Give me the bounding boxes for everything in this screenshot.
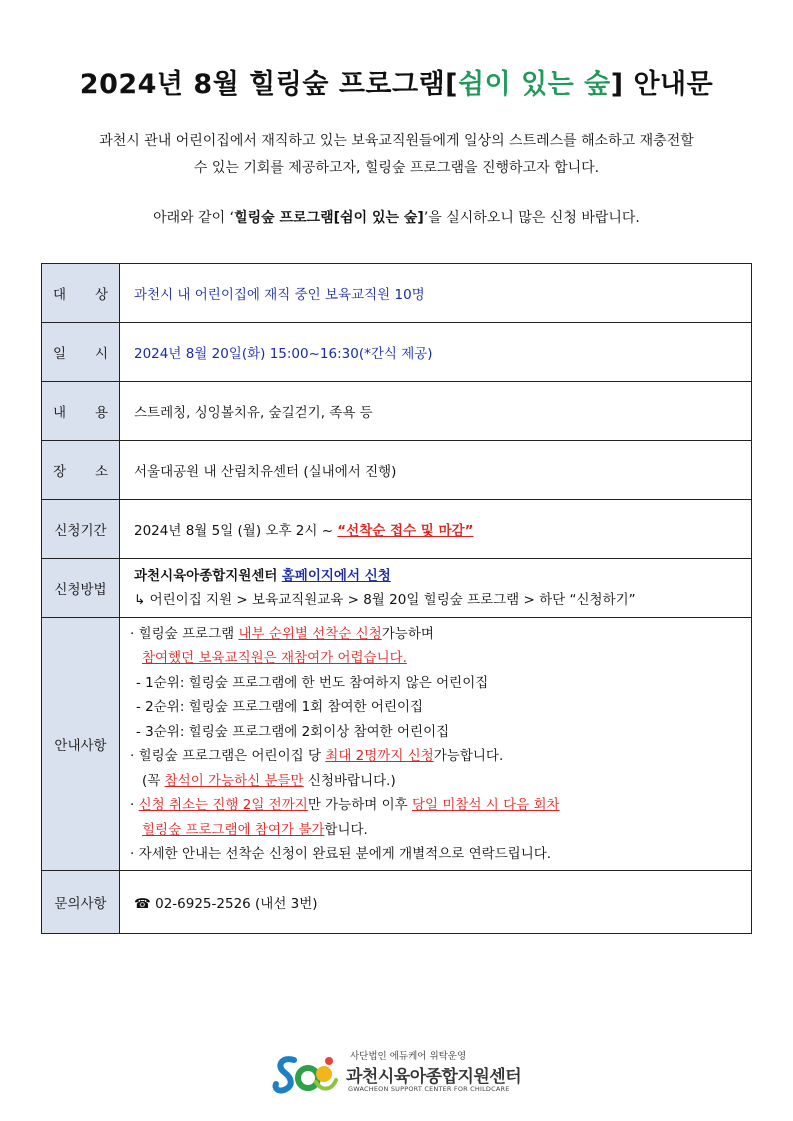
label-place-a: 장 [53,464,67,480]
logo-english-name: GWACHEON SUPPORT CENTER FOR CHILDCARE [348,1085,510,1093]
title-prefix: 2024년 8월 힐링숲 프로그램[ [79,69,458,100]
notice-line-4: - 2순위: 힐링숲 프로그램에 1회 참여한 어린이집 [136,699,424,715]
label-target-b: 상 [94,287,108,303]
title-suffix: ] 안내문 [610,69,714,100]
label-method: 신청방법 [42,559,120,618]
row-date [42,323,752,382]
notice-line-5: - 3순위: 힐링숲 프로그램에 2회이상 참여한 어린이집 [136,723,450,740]
label-place [42,441,120,500]
notice-l8-pre: · [130,797,139,813]
page-title [0,62,793,101]
period-highlight: “선착순 접수 및 마감” [337,523,474,539]
notice-line-2 [130,646,737,671]
notice-l1-pre: · 힐링숲 프로그램 [130,625,239,642]
notice-l1-post: 가능하며 [381,625,434,642]
notice-l7-red: 참석이 가능하신 분들만 [164,772,304,789]
notice-line-10: · 자세한 안내는 선착순 신청이 완료된 분에게 개별적으로 연락드립니다. [130,846,552,862]
row-period [42,500,752,559]
period-text: 2024년 8월 5일 (월) 오후 2시 ~ [134,523,338,539]
intro-request-pre: 아래와 같이 ‘ [153,210,235,226]
label-content [42,382,120,441]
notice-line-1 [130,622,737,647]
intro-line-2: 수 있는 기회를 제공하고자, 힐링숲 프로그램을 진행하고자 합니다. [193,160,600,176]
title-highlight: 쉼이 있는 숲 [458,69,611,100]
label-target-a: 대 [53,287,67,303]
value-date: 2024년 8월 20일(화) 15:00~16:30(*간식 제공) [120,323,752,382]
notice-l7-pre: (꼭 [142,772,165,789]
notice-l8-mid: 만 가능하며 이후 [307,797,412,813]
label-date-a: 일 [53,346,67,362]
method-org: 과천시육아종합지원센터 [134,567,278,584]
label-contact: 문의사항 [42,871,120,934]
intro-request-bold: 힐링숲 프로그램[쉼이 있는 숲] [234,210,424,226]
row-place [42,441,752,500]
notice-line-6 [130,744,737,769]
intro-paragraph [40,128,753,182]
notice-line-7 [130,769,737,794]
value-contact-phone: ☎ 02-6925-2526 (내선 3번) [120,871,752,934]
notice-l9-post: 합니다. [324,821,368,838]
notice-l6-pre: · 힐링숲 프로그램은 어린이집 당 [130,748,326,764]
label-notice: 안내사항 [42,618,120,871]
row-target [42,264,752,323]
label-period: 신청기간 [42,500,120,559]
notice-l2-red: 참여했던 보육교직원은 재참여가 어렵습니다. [142,650,407,666]
label-content-b: 용 [94,405,108,421]
row-method [42,559,752,618]
notice-l9-red: 힐링숲 프로그램에 참여가 불가 [142,821,325,838]
value-method [120,559,752,618]
value-target: 과천시 내 어린이집에 재직 중인 보육교직원 10명 [120,264,752,323]
center-logo [272,1048,532,1098]
row-content [42,382,752,441]
center-logo-mark-icon [272,1052,342,1096]
value-period [120,500,752,559]
label-date-b: 시 [94,346,108,362]
notice-l6-red: 최대 2명까지 신청 [325,748,434,764]
notice-line-8 [130,793,737,818]
intro-line-1: 과천시 관내 어린이집에서 재직하고 있는 보육교직원들에게 일상의 스트레스를 해소하고 재충전할 [99,133,694,149]
notice-l1-red: 내부 순위별 선착순 신청 [238,625,382,642]
row-contact [42,871,752,934]
value-notice [120,618,752,871]
intro-request [40,207,753,227]
label-date [42,323,120,382]
notice-l7-post: 신청바랍니다.) [303,772,396,789]
label-place-b: 소 [94,464,108,480]
value-content: 스트레칭, 싱잉볼치유, 숲길걷기, 족욕 등 [120,382,752,441]
logo-name: 과천시육아종합지원센터 [346,1067,522,1087]
notice-line-3: - 1순위: 힐링숲 프로그램에 한 번도 참여하지 않은 어린이집 [136,674,489,691]
homepage-link[interactable]: 홈페이지에서 신청 [281,567,391,584]
notice-l6-post: 가능합니다. [433,748,504,764]
label-target [42,264,120,323]
value-place: 서울대공원 내 산림치유센터 (실내에서 진행) [120,441,752,500]
row-notice [42,618,752,871]
notice-line-9 [130,818,737,843]
intro-request-post: ’을 실시하오니 많은 신청 바랍니다. [423,210,640,226]
label-content-a: 내 [53,405,67,421]
notice-l8-red1: 신청 취소는 진행 2일 전까지 [138,797,308,813]
method-path: ↳ 어린이집 지원 > 보육교직원교육 > 8월 20일 힐링숲 프로그램 > 하단 “신청하기” [134,592,636,608]
notice-l8-red2: 당일 미참석 시 다음 회차 [411,797,560,813]
info-table [41,263,752,934]
logo-subtitle: 사단법인 에듀케어 위탁운영 [350,1051,467,1062]
